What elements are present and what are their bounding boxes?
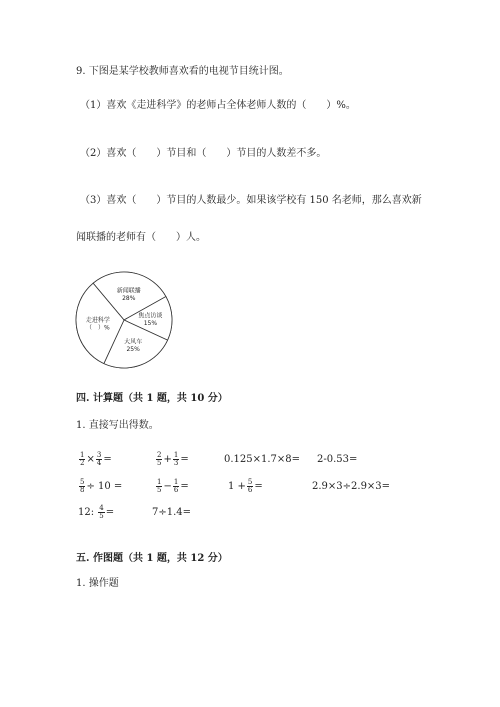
fraction: [173, 452, 179, 467]
section5-heading: 五. 作图题（共 1 题，共 12 分）: [76, 553, 228, 564]
pie-slice-value: 15%: [143, 319, 158, 327]
calc-r1-c2: [155, 452, 189, 467]
calc-r2-c2: [155, 479, 189, 494]
pie-slice-label: 大风车: [124, 338, 143, 346]
fraction: [247, 479, 253, 494]
fraction: [173, 479, 179, 494]
equals-sign: =: [105, 507, 115, 518]
numerator: 1: [80, 451, 85, 459]
calc-r2-c1: [78, 479, 122, 494]
calc-r3-c1: [78, 505, 114, 520]
q9-title: 9. 下图是某学校教师喜欢看的电视节目统计图。: [76, 66, 289, 77]
section5-question1: 1. 操作题: [76, 578, 119, 589]
expression-rest: ÷ 10 =: [86, 481, 123, 492]
q9-part3-line1: （3）喜欢（ ）节目的人数最少。如果该学校有 150 名老师，那么喜欢新: [80, 195, 422, 206]
calc-r1-c3: 0.125×1.7×8=: [224, 454, 301, 465]
numerator: 1: [173, 478, 179, 486]
denominator: 5: [157, 459, 162, 467]
numerator: 1: [173, 451, 179, 459]
fraction: [156, 452, 162, 467]
denominator: 5: [99, 512, 104, 520]
operator: ×: [86, 454, 95, 465]
fraction: [96, 452, 102, 467]
section4-question1: 1. 直接写出得数。: [76, 420, 159, 431]
fraction: [79, 479, 85, 494]
numerator: 1: [157, 478, 162, 486]
denominator: 2: [80, 459, 85, 467]
pie-slice-label: 新闻联播: [116, 287, 141, 295]
numerator: 2: [157, 451, 162, 459]
numerator: 5: [80, 478, 85, 486]
q9-part2: （2）喜欢（ ）节目和（ ）节目的人数差不多。: [80, 148, 327, 159]
numerator: 4: [99, 504, 104, 512]
equals-sign: =: [254, 481, 263, 492]
denominator: 3: [173, 459, 179, 467]
denominator: 8: [80, 486, 85, 494]
numerator: 3: [96, 451, 102, 459]
fraction: [79, 452, 85, 467]
operator: −: [163, 481, 172, 492]
operator: +: [163, 454, 172, 465]
q9-part3-line2: 闻联播的老师有（ ）人。: [76, 232, 206, 243]
numerator: 5: [247, 478, 253, 486]
expression-start: 12:: [78, 507, 95, 518]
section4-heading: 四. 计算题（共 1 题，共 10 分）: [76, 393, 228, 404]
denominator: 5: [157, 486, 162, 494]
pie-slice-value: 28%: [122, 295, 136, 303]
equals-sign: =: [103, 454, 112, 465]
pie-chart: [74, 270, 174, 370]
equals-sign: =: [180, 454, 189, 465]
calc-r1-c4: 2-0.53=: [317, 454, 358, 465]
pie-slice-label: 走进科学: [85, 316, 110, 324]
calc-r1-c1: [78, 452, 112, 467]
calc-r3-c2: 7÷1.4=: [152, 507, 192, 518]
expression-start: 1 +: [228, 481, 246, 492]
fraction: [156, 479, 162, 494]
fraction: [98, 505, 104, 520]
denominator: 4: [96, 459, 102, 467]
calc-r2-c4: 2.9×3÷2.9×3=: [312, 481, 391, 492]
denominator: 6: [247, 486, 253, 494]
pie-slice-value: （ ）%: [85, 324, 110, 332]
denominator: 6: [173, 486, 179, 494]
pie-slice-label: 焦点访谈: [138, 312, 163, 320]
pie-slice-value: 25%: [126, 345, 140, 353]
calc-r2-c3: [228, 479, 263, 494]
equals-sign: =: [180, 481, 189, 492]
q9-part1: （1）喜欢《走进科学》的老师占全体老师人数的（ ）%。: [80, 100, 356, 111]
